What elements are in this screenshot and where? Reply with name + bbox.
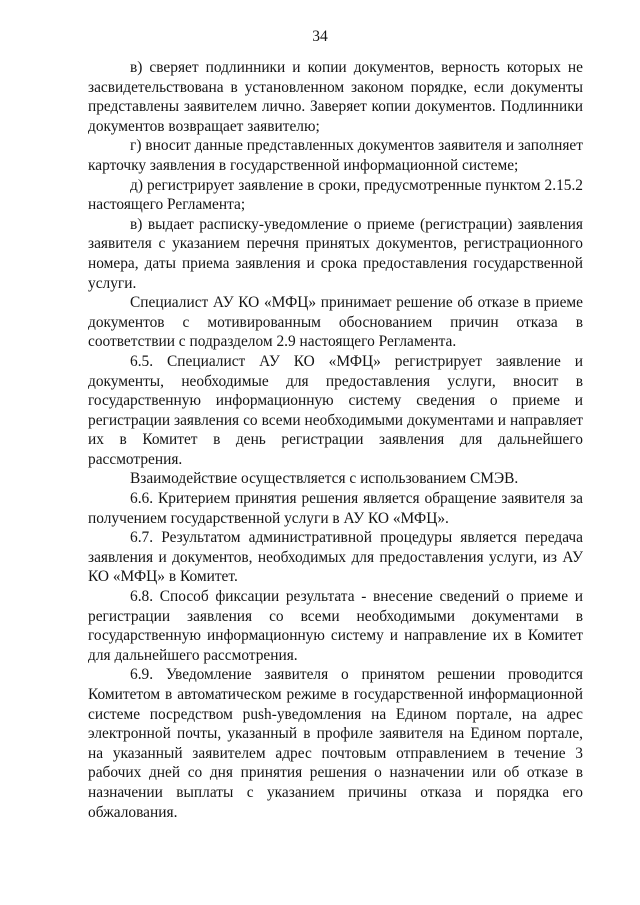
paragraph-6-9: 6.9. Уведомление заявителя о принятом решении проводится Комитетом в автоматическом режиме в государственной информационной системе посредством push-уведомления на Едином портале, на адрес электронной почты, указанный в профиле заявителя на Едином портале, на указанный заявителем адрес почтовым отправлением в течение 3 рабочих дней со дня принятия решения о назначении или об отказе в назначении выплаты с указанием причины отказа и порядка его обжалования. (88, 666, 583, 821)
paragraph-6-8: 6.8. Способ фиксации результата - внесение сведений о приеме и регистрации заявления со всеми необходимыми документами в государственную информационную систему и направление их в Комитет для дальнейшего рассмотрения. (88, 588, 583, 664)
paragraph-enter-data: г) вносит данные представленных документов заявителя и заполняет карточку заявления в государственной информационной системе; (88, 137, 583, 174)
paragraph-issue-receipt: в) выдает расписку-уведомление о приеме (регистрации) заявления заявителя с указанием перечня принятых документов, регистрационного номера, даты приема заявления и срока предоставления государственной услуги. (88, 215, 583, 292)
paragraph-register-application: д) регистрирует заявление в сроки, предусмотренные пунктом 2.15.2 настоящего Регламента; (88, 176, 583, 214)
page-number: 34 (312, 28, 328, 45)
document-body (88, 58, 583, 822)
paragraph-6-6: 6.6. Критерием принятия решения является обращение заявителя за получением государственной услуги в АУ КО «МФЦ». (88, 490, 583, 527)
paragraph-6-7: 6.7. Результатом административной процедуры является передача заявления и документов, необходимых для предоставления услуги, из АУ КО «МФЦ» в Комитет. (88, 529, 583, 586)
paragraph-refusal-decision: Специалист АУ КО «МФЦ» принимает решение об отказе в приеме документов с мотивированным обоснованием причин отказа в соответствии с подразделом 2.9 настоящего Регламента. (88, 294, 583, 351)
paragraph-verify-documents: в) сверяет подлинники и копии документов, верность которых не засвидетельствована в установленном законом порядке, если документы представлены заявителем лично. Заверяет копии документов. Подлинники документов возвращает заявителю; (88, 59, 583, 135)
paragraph-smev: Взаимодействие осуществляется с использованием СМЭВ. (130, 470, 519, 488)
paragraph-6-5: 6.5. Специалист АУ КО «МФЦ» регистрирует заявление и документы, необходимые для предоставления услуги, вносит в государственную информационную систему сведения о приеме и регистрации заявления со всеми необходимыми документами и направляет их в Комитет в день регистрации заявления для дальнейшего рассмотрения. (88, 352, 583, 468)
